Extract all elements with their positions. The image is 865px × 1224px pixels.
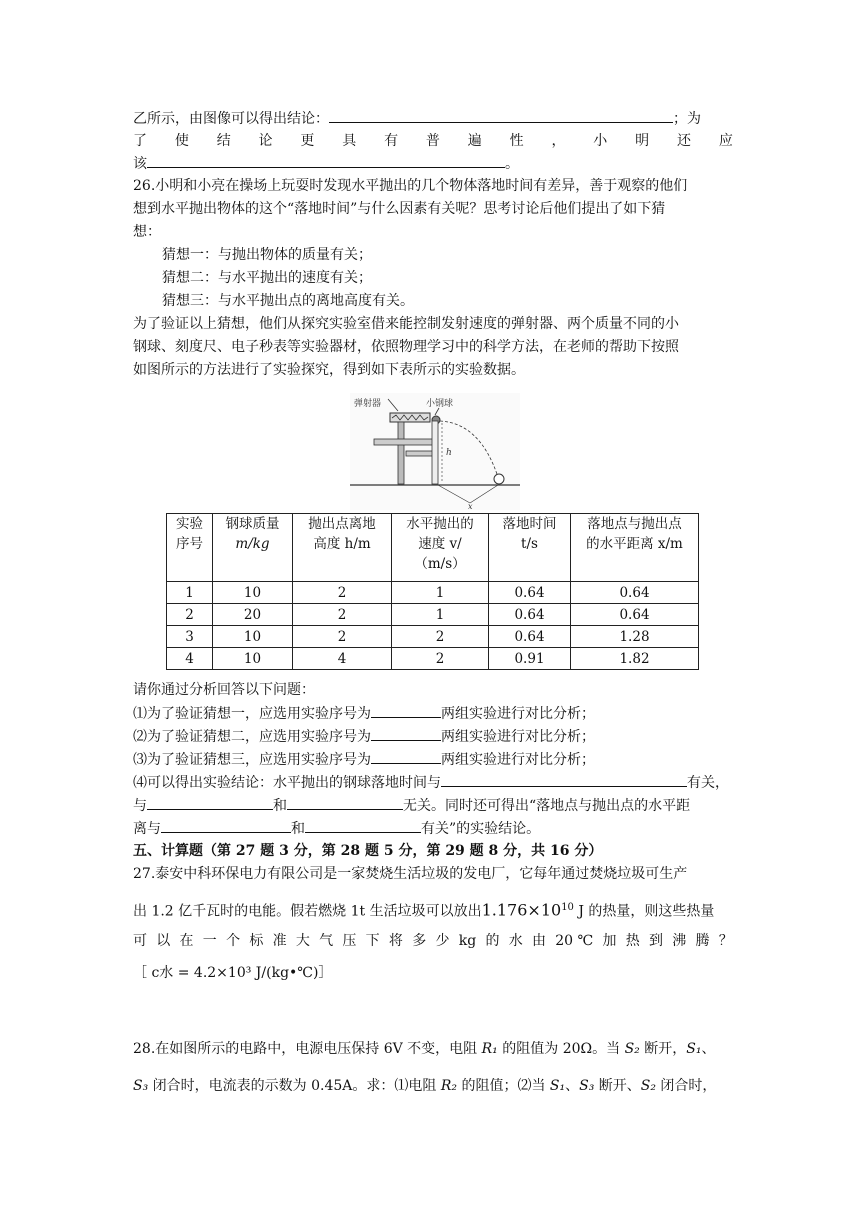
q25-char: 小 xyxy=(593,133,608,149)
q27-char: 可 xyxy=(133,933,147,949)
q26-ask: 请你通过分析回答以下问题： xyxy=(133,682,315,698)
q25-char: 有 xyxy=(384,133,399,149)
table-cell: 0.91 xyxy=(489,648,571,670)
label-launcher: 弹射器 xyxy=(354,399,382,409)
q25-char: 遍 xyxy=(467,133,482,149)
q25-char: 结 xyxy=(216,133,231,149)
table-cell: 10 xyxy=(213,648,293,670)
symbol-s3: S₃ xyxy=(133,1078,149,1094)
table-cell: 1 xyxy=(392,582,489,604)
part-text: 无关。同时还可得出“落地点与抛出点的水平距 xyxy=(403,798,691,814)
q26-method-2: 钢球、刻度尺、电子秒表等实验器材，依照物理学习中的科学方法，在老师的帮助下按照 xyxy=(133,339,679,355)
header-mass: 钢球质量 m/kg xyxy=(213,514,293,582)
q26-intro-1: 26.小明和小亮在操场上玩耍时发现水平抛出的几个物体落地时间有差异，善于观察的他们 xyxy=(133,178,688,194)
q27-char: 一 xyxy=(202,933,217,949)
table-header-row xyxy=(167,514,699,582)
answer-blank[interactable] xyxy=(161,818,291,833)
q25-line3 xyxy=(133,153,519,174)
q27-line3 xyxy=(133,931,733,951)
q27-char: ？ xyxy=(718,933,733,949)
q28-text: 的阻值为 20Ω。当 xyxy=(497,1041,625,1057)
table-row xyxy=(167,604,699,626)
label-ball: 小钢球 xyxy=(426,399,454,409)
q27-char: kg xyxy=(458,933,477,949)
part-text: ⑴为了验证猜想一，应选用实验序号为 xyxy=(133,706,371,722)
table-cell: 1 xyxy=(167,582,213,604)
q27-char: 的 xyxy=(485,933,500,949)
q26-part-4b xyxy=(133,795,690,816)
q27-char: 将 xyxy=(388,933,403,949)
q26-intro-2: 想到水平抛出物体的这个“落地时间”与什么因素有关呢？思考讨论后他们提出了如下猜 xyxy=(133,201,666,217)
q25-text: 乙所示，由图像可以得出结论： xyxy=(133,111,329,127)
table-cell: 1 xyxy=(392,604,489,626)
q26-part-4c xyxy=(133,818,540,839)
table-cell: 2 xyxy=(392,648,489,670)
answer-blank[interactable] xyxy=(287,795,403,810)
q26-method-1: 为了验证以上猜想，他们从探究实验室借来能控制发射速度的弹射器、两个质量不同的小 xyxy=(133,316,679,332)
q25-char: 普 xyxy=(425,133,440,149)
part-text: 和 xyxy=(291,821,305,837)
q26-method-3: 如图所示的方法进行了实验探究，得到如下表所示的实验数据。 xyxy=(133,362,525,378)
table-cell: 10 xyxy=(213,582,293,604)
q26-part-1 xyxy=(133,703,595,724)
table-cell: 0.64 xyxy=(571,604,699,626)
q27-char: 大 xyxy=(295,933,310,949)
q25-char: 了 xyxy=(133,133,147,149)
answer-blank[interactable] xyxy=(371,703,441,718)
table-cell: 2 xyxy=(293,582,392,604)
q26-guess-3: 猜想三：与水平抛出点的离地高度有关。 xyxy=(162,293,414,309)
q28-text: 的阻值；⑵当 xyxy=(457,1078,550,1094)
q28-text: 断开、 xyxy=(594,1078,641,1094)
table-cell: 1.28 xyxy=(571,626,699,648)
q27-char: 20 ℃ xyxy=(555,933,594,949)
part-text: ⑵为了验证猜想二，应选用实验序号为 xyxy=(133,729,371,745)
q27-line2 xyxy=(133,898,714,922)
q27-char: 加 xyxy=(602,933,617,949)
q26-part-4 xyxy=(133,772,729,793)
q28-text: 、 xyxy=(565,1078,580,1094)
q27-char: 压 xyxy=(342,933,357,949)
answer-blank[interactable] xyxy=(441,772,687,787)
q27-text: 出 1.2 亿千瓦时的电能。假若燃烧 1t 生活垃圾可以放出 xyxy=(133,903,482,920)
table-cell: 10 xyxy=(213,626,293,648)
q25-char: 还 xyxy=(676,133,691,149)
part-text: 与 xyxy=(133,798,147,814)
q27-char: 多 xyxy=(412,933,427,949)
q26-part-2 xyxy=(133,726,595,747)
q27-char: 腾 xyxy=(695,933,710,949)
symbol-s3: S₃ xyxy=(579,1078,595,1094)
q27-char: 气 xyxy=(319,933,334,949)
q26-intro-3: 想： xyxy=(133,224,161,240)
symbol-s2: S₂ xyxy=(640,1078,656,1094)
answer-blank[interactable] xyxy=(329,108,673,123)
table-cell: 4 xyxy=(293,648,392,670)
q28-text: 28.在如图所示的电路中，电源电压保持 6V 不变，电阻 xyxy=(133,1041,482,1057)
part-text: 和 xyxy=(273,798,287,814)
q25-text: 该 xyxy=(133,156,147,172)
q25-text: ；为 xyxy=(673,111,701,127)
q27-line4: ［ c水 = 4.2×10³ J/(kg•℃)］ xyxy=(133,965,333,981)
q27-char: 标 xyxy=(249,933,264,949)
q25-line2 xyxy=(133,131,733,151)
table-cell: 3 xyxy=(167,626,213,648)
q25-line1 xyxy=(133,108,701,129)
header-index: 实验 序号 xyxy=(167,514,213,582)
q27-line1: 27.泰安中科环保电力有限公司是一家焚烧生活垃圾的发电厂，它每年通过焚烧垃圾可生产 xyxy=(133,866,688,882)
table-row xyxy=(167,582,699,604)
table-cell: 1.82 xyxy=(571,648,699,670)
table-cell: 4 xyxy=(167,648,213,670)
q27-char: 下 xyxy=(365,933,380,949)
q25-char: ， xyxy=(551,133,566,149)
part-text: 离与 xyxy=(133,821,161,837)
q25-text: 。 xyxy=(505,156,519,172)
heat-exponent: 10 xyxy=(561,902,574,913)
label-x: x xyxy=(468,502,473,510)
answer-blank[interactable] xyxy=(305,818,421,833)
answer-blank[interactable] xyxy=(371,726,441,741)
q28-line1 xyxy=(133,1039,715,1059)
table-cell: 2 xyxy=(392,626,489,648)
q27-char: 准 xyxy=(272,933,287,949)
q27-char: 个 xyxy=(226,933,241,949)
q28-text: 断开， xyxy=(639,1041,687,1057)
q28-text: 闭合时， xyxy=(655,1078,717,1094)
q27-char: 在 xyxy=(179,933,194,949)
q27-char: 少 xyxy=(435,933,450,949)
table-cell: 2 xyxy=(167,604,213,626)
q27-char: 热 xyxy=(625,933,640,949)
table-cell: 2 xyxy=(293,604,392,626)
header-speed: 水平抛出的 速度 v/ （m/s） xyxy=(392,514,489,582)
q27-char: 沸 xyxy=(672,933,687,949)
q25-char: 更 xyxy=(300,133,315,149)
q26-guess-1: 猜想一：与抛出物体的质量有关； xyxy=(162,247,372,263)
q25-char: 具 xyxy=(342,133,357,149)
answer-blank[interactable] xyxy=(147,795,273,810)
table-cell: 2 xyxy=(293,626,392,648)
q25-char: 明 xyxy=(635,133,650,149)
q26-guess-2: 猜想二：与水平抛出的速度有关； xyxy=(162,270,372,286)
table-cell: 0.64 xyxy=(489,582,571,604)
experiment-data-table xyxy=(166,513,699,670)
q25-char: 性 xyxy=(509,133,524,149)
heat-value: 1.176×10 xyxy=(481,900,562,920)
launcher-apparatus-figure xyxy=(350,393,520,510)
part-text: ⑷可以得出实验结论：水平抛出的钢球落地时间与 xyxy=(133,775,441,791)
table-cell: 0.64 xyxy=(489,604,571,626)
q26-part-3 xyxy=(133,749,595,770)
answer-blank[interactable] xyxy=(147,153,505,168)
section-heading: 五、计算题（第 27 题 3 分，第 28 题 5 分，第 29 题 8 分，共 16 分） xyxy=(133,843,603,859)
table-row xyxy=(167,626,699,648)
symbol-r2: R₂ xyxy=(440,1078,457,1094)
symbol-r1: R₁ xyxy=(481,1041,498,1057)
q28-text: 闭合时，电流表的示数为 0.45A。求：⑴电阻 xyxy=(148,1078,441,1094)
part-text: 两组实验进行对比分析； xyxy=(441,706,595,722)
table-cell: 20 xyxy=(213,604,293,626)
header-height: 抛出点离地 高度 h/m xyxy=(293,514,392,582)
q28-text: 、 xyxy=(701,1041,716,1057)
table-cell: 0.64 xyxy=(489,626,571,648)
q27-text: J 的热量，则这些热量 xyxy=(573,903,715,920)
q25-char: 应 xyxy=(718,133,733,149)
part-text: ⑶为了验证猜想三，应选用实验序号为 xyxy=(133,752,371,768)
q27-char: 由 xyxy=(531,933,546,949)
q28-line2 xyxy=(133,1076,716,1096)
answer-blank[interactable] xyxy=(371,749,441,764)
q27-char: 到 xyxy=(648,933,663,949)
symbol-s2: S₂ xyxy=(624,1041,640,1057)
symbol-s1: S₁ xyxy=(686,1041,702,1057)
part-text: 有关， xyxy=(687,775,729,791)
q27-char: 以 xyxy=(156,933,171,949)
label-h: h xyxy=(446,448,452,458)
q27-char: 水 xyxy=(508,933,523,949)
part-text: 有关”的实验结论。 xyxy=(421,821,541,837)
part-text: 两组实验进行对比分析； xyxy=(441,729,595,745)
q25-char: 使 xyxy=(174,133,189,149)
table-row xyxy=(167,648,699,670)
header-time: 落地时间 t/s xyxy=(489,514,571,582)
part-text: 两组实验进行对比分析； xyxy=(441,752,595,768)
table-cell: 0.64 xyxy=(571,582,699,604)
symbol-s1: S₁ xyxy=(549,1078,566,1094)
q25-char: 论 xyxy=(258,133,273,149)
header-distance: 落地点与抛出点 的水平距离 x/m xyxy=(571,514,699,582)
